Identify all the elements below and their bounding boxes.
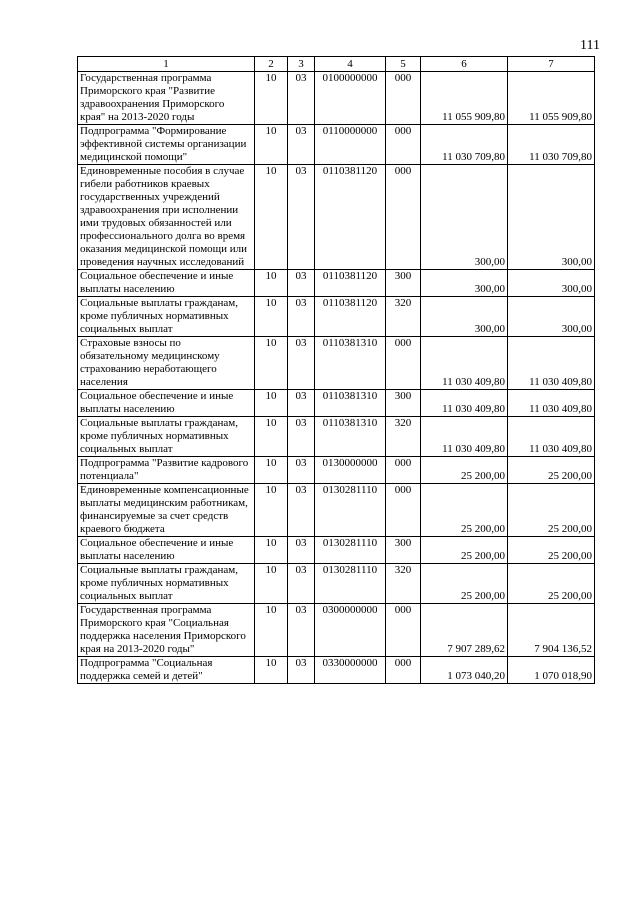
section-code-cell: 10 — [255, 125, 288, 165]
amount-col7-cell: 300,00 — [508, 270, 595, 297]
section-code-cell: 10 — [255, 165, 288, 270]
amount-col7-cell: 11 030 709,80 — [508, 125, 595, 165]
section-code-cell: 10 — [255, 604, 288, 657]
section-code-cell: 10 — [255, 417, 288, 457]
table-row — [78, 564, 595, 604]
expense-type-cell: 000 — [386, 457, 421, 484]
row-name-cell: Социальные выплаты гражданам, кроме публичных нормативных социальных выплат — [78, 297, 255, 337]
expense-type-cell: 320 — [386, 564, 421, 604]
section-code-cell: 10 — [255, 337, 288, 390]
subsection-code-cell: 03 — [288, 657, 315, 684]
table-row — [78, 537, 595, 564]
section-code-cell: 10 — [255, 390, 288, 417]
expense-type-cell: 000 — [386, 72, 421, 125]
table-row — [78, 337, 595, 390]
header-cell: 3 — [288, 57, 315, 72]
target-article-cell: 0130281110 — [315, 564, 386, 604]
amount-col6-cell: 11 030 409,80 — [421, 390, 508, 417]
amount-col7-cell: 25 200,00 — [508, 537, 595, 564]
amount-col7-cell: 11 055 909,80 — [508, 72, 595, 125]
row-name-cell: Социальное обеспечение и иные выплаты населению — [78, 390, 255, 417]
amount-col6-cell: 25 200,00 — [421, 484, 508, 537]
row-name-cell: Единовременные пособия в случае гибели работников краевых государственных учреждений здравоохранения при исполнении ими трудовых обязанностей или профессионального долга во время оказания медицинской помощи или проведения научных исследований — [78, 165, 255, 270]
target-article-cell: 0330000000 — [315, 657, 386, 684]
row-name-cell: Подпрограмма "Формирование эффективной системы организации медицинской помощи" — [78, 125, 255, 165]
row-name-cell: Социальные выплаты гражданам, кроме публичных нормативных социальных выплат — [78, 564, 255, 604]
row-name-cell: Страховые взносы по обязательному медицинскому страхованию неработающего населения — [78, 337, 255, 390]
subsection-code-cell: 03 — [288, 457, 315, 484]
header-cell: 6 — [421, 57, 508, 72]
amount-col6-cell: 11 030 709,80 — [421, 125, 508, 165]
header-cell: 1 — [78, 57, 255, 72]
header-cell: 4 — [315, 57, 386, 72]
amount-col7-cell: 25 200,00 — [508, 484, 595, 537]
table-row — [78, 72, 595, 125]
amount-col6-cell: 1 073 040,20 — [421, 657, 508, 684]
expense-type-cell: 000 — [386, 125, 421, 165]
row-name-cell: Государственная программа Приморского края "Развитие здравоохранения Приморского края" на 2013-2020 годы — [78, 72, 255, 125]
amount-col7-cell: 7 904 136,52 — [508, 604, 595, 657]
target-article-cell: 0110381310 — [315, 417, 386, 457]
table-row — [78, 297, 595, 337]
expense-type-cell: 320 — [386, 297, 421, 337]
amount-col6-cell: 300,00 — [421, 297, 508, 337]
row-name-cell: Социальные выплаты гражданам, кроме публичных нормативных социальных выплат — [78, 417, 255, 457]
section-code-cell: 10 — [255, 457, 288, 484]
amount-col6-cell: 11 030 409,80 — [421, 417, 508, 457]
amount-col7-cell: 300,00 — [508, 165, 595, 270]
target-article-cell: 0130281110 — [315, 537, 386, 564]
expense-type-cell: 000 — [386, 484, 421, 537]
subsection-code-cell: 03 — [288, 165, 315, 270]
target-article-cell: 0110381120 — [315, 165, 386, 270]
amount-col6-cell: 7 907 289,62 — [421, 604, 508, 657]
section-code-cell: 10 — [255, 297, 288, 337]
amount-col7-cell: 11 030 409,80 — [508, 337, 595, 390]
amount-col7-cell: 11 030 409,80 — [508, 417, 595, 457]
expense-type-cell: 300 — [386, 270, 421, 297]
row-name-cell: Социальное обеспечение и иные выплаты населению — [78, 537, 255, 564]
target-article-cell: 0110381120 — [315, 297, 386, 337]
header-row — [78, 57, 595, 72]
table-row — [78, 390, 595, 417]
amount-col6-cell: 300,00 — [421, 165, 508, 270]
amount-col6-cell: 25 200,00 — [421, 537, 508, 564]
target-article-cell: 0110381120 — [315, 270, 386, 297]
table-row — [78, 657, 595, 684]
expense-type-cell: 000 — [386, 165, 421, 270]
target-article-cell: 0100000000 — [315, 72, 386, 125]
section-code-cell: 10 — [255, 270, 288, 297]
expense-type-cell: 300 — [386, 390, 421, 417]
section-code-cell: 10 — [255, 537, 288, 564]
target-article-cell: 0110381310 — [315, 337, 386, 390]
target-article-cell: 0110381310 — [315, 390, 386, 417]
section-code-cell: 10 — [255, 72, 288, 125]
row-name-cell: Подпрограмма "Социальная поддержка семей и детей" — [78, 657, 255, 684]
subsection-code-cell: 03 — [288, 537, 315, 564]
row-name-cell: Подпрограмма "Развитие кадрового потенциала" — [78, 457, 255, 484]
section-code-cell: 10 — [255, 564, 288, 604]
table-row — [78, 417, 595, 457]
budget-table — [77, 56, 595, 684]
expense-type-cell: 000 — [386, 657, 421, 684]
header-cell: 2 — [255, 57, 288, 72]
header-cell: 5 — [386, 57, 421, 72]
subsection-code-cell: 03 — [288, 270, 315, 297]
table-row — [78, 604, 595, 657]
table-row — [78, 165, 595, 270]
amount-col6-cell: 11 055 909,80 — [421, 72, 508, 125]
table-row — [78, 125, 595, 165]
row-name-cell: Государственная программа Приморского края "Социальная поддержка населения Приморского края на 2013-2020 годы" — [78, 604, 255, 657]
amount-col6-cell: 25 200,00 — [421, 457, 508, 484]
header-cell: 7 — [508, 57, 595, 72]
section-code-cell: 10 — [255, 484, 288, 537]
amount-col6-cell: 11 030 409,80 — [421, 337, 508, 390]
subsection-code-cell: 03 — [288, 390, 315, 417]
table-row — [78, 457, 595, 484]
amount-col7-cell: 1 070 018,90 — [508, 657, 595, 684]
amount-col6-cell: 300,00 — [421, 270, 508, 297]
amount-col7-cell: 25 200,00 — [508, 457, 595, 484]
subsection-code-cell: 03 — [288, 564, 315, 604]
subsection-code-cell: 03 — [288, 604, 315, 657]
subsection-code-cell: 03 — [288, 297, 315, 337]
section-code-cell: 10 — [255, 657, 288, 684]
row-name-cell: Единовременные компенсационные выплаты медицинским работникам, финансируемые за счет средств краевого бюджета — [78, 484, 255, 537]
expense-type-cell: 000 — [386, 337, 421, 390]
expense-type-cell: 000 — [386, 604, 421, 657]
target-article-cell: 0300000000 — [315, 604, 386, 657]
subsection-code-cell: 03 — [288, 337, 315, 390]
target-article-cell: 0110000000 — [315, 125, 386, 165]
amount-col6-cell: 25 200,00 — [421, 564, 508, 604]
expense-type-cell: 300 — [386, 537, 421, 564]
amount-col7-cell: 25 200,00 — [508, 564, 595, 604]
row-name-cell: Социальное обеспечение и иные выплаты населению — [78, 270, 255, 297]
subsection-code-cell: 03 — [288, 417, 315, 457]
expense-type-cell: 320 — [386, 417, 421, 457]
subsection-code-cell: 03 — [288, 125, 315, 165]
target-article-cell: 0130281110 — [315, 484, 386, 537]
table-row — [78, 270, 595, 297]
amount-col7-cell: 300,00 — [508, 297, 595, 337]
amount-col7-cell: 11 030 409,80 — [508, 390, 595, 417]
subsection-code-cell: 03 — [288, 484, 315, 537]
target-article-cell: 0130000000 — [315, 457, 386, 484]
table-row — [78, 484, 595, 537]
page-number: 111 — [580, 38, 600, 53]
subsection-code-cell: 03 — [288, 72, 315, 125]
